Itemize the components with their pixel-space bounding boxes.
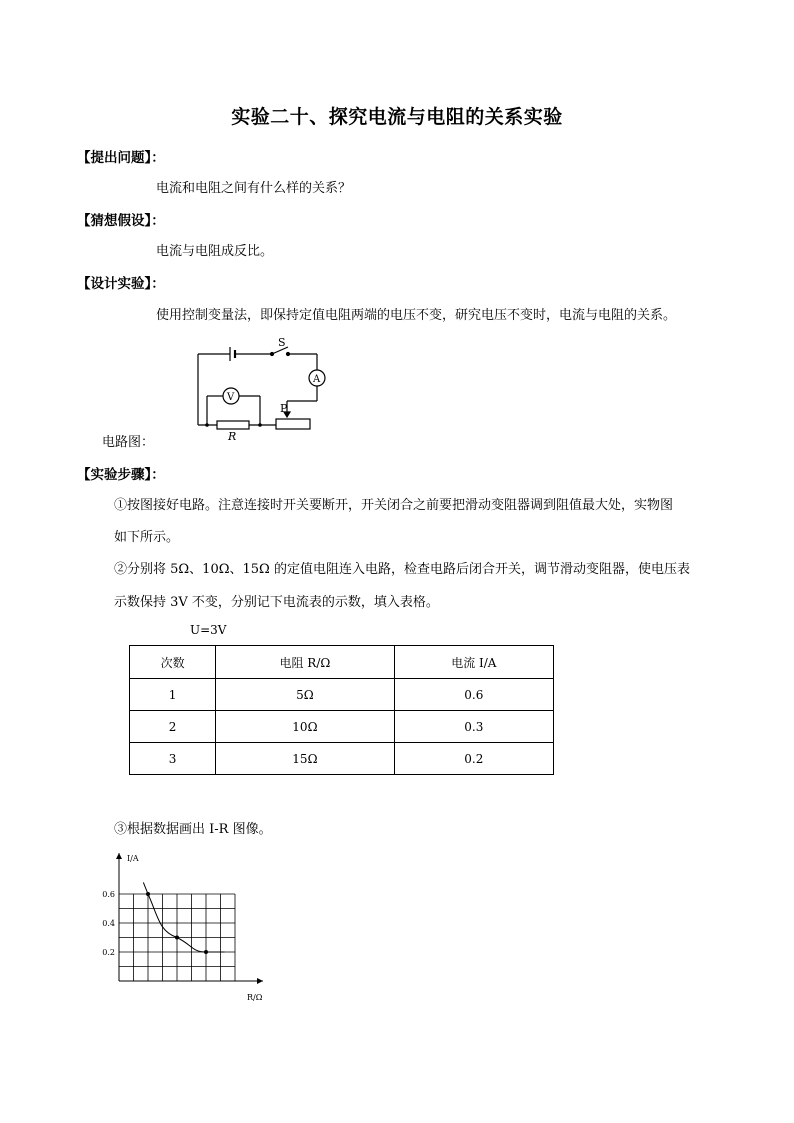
table-cell: 0.6	[394, 679, 553, 711]
table-header-cell: 次数	[130, 646, 216, 679]
y-tick-label: 0.4	[102, 919, 115, 928]
y-axis-label: I/A	[127, 854, 139, 863]
fixed-resistor	[217, 421, 249, 429]
voltage-note: U=3V	[190, 623, 227, 637]
i-r-chart	[95, 845, 285, 1005]
slider-label: P	[280, 402, 288, 415]
data-point	[175, 936, 179, 940]
hypothesis-text: 电流与电阻成反比。	[156, 244, 274, 259]
table-row	[130, 711, 554, 743]
table-row	[130, 743, 554, 775]
step3-text: ③根据数据画出 I-R 图像。	[114, 822, 272, 837]
table-cell: 5Ω	[216, 679, 395, 711]
y-tick-label: 0.6	[102, 890, 115, 899]
circuit-caption: 电路图：	[102, 435, 155, 450]
table-header-cell: 电流 I/A	[394, 646, 553, 679]
switch-label: S	[278, 336, 286, 349]
series-line	[143, 882, 224, 952]
table-cell: 0.2	[394, 743, 553, 775]
table-header-cell: 电阻 R/Ω	[216, 646, 395, 679]
y-tick-label: 0.2	[102, 948, 115, 957]
voltmeter-label: V	[227, 392, 235, 403]
design-text: 使用控制变量法，即保持定值电阻两端的电压不变，研究电压不变时，电流与电阻的关系。	[156, 308, 677, 323]
data-point	[146, 892, 150, 896]
heading-hypothesis: 【猜想假设】：	[77, 213, 165, 229]
x-axis-arrow	[257, 978, 263, 984]
table-row	[130, 679, 554, 711]
step2-line1: ②分别将 5Ω、10Ω、15Ω 的定值电阻连入电路，检查电路后闭合开关，调节滑动变阻器，使电压表	[114, 562, 690, 577]
table-header-row	[130, 646, 554, 679]
table-cell: 1	[130, 679, 216, 711]
table-cell: 3	[130, 743, 216, 775]
table-cell: 10Ω	[216, 711, 395, 743]
rheostat	[276, 419, 310, 429]
resistor-label: R	[228, 430, 237, 443]
circuit-diagram	[190, 334, 330, 444]
data-point	[204, 950, 208, 954]
step2-line2: 示数保持 3V 不变，分别记下电流表的示数，填入表格。	[114, 595, 439, 610]
table-cell: 2	[130, 711, 216, 743]
heading-design: 【设计实验】：	[77, 276, 165, 292]
table-cell: 0.3	[394, 711, 553, 743]
step1-line1: ①按图接好电路。注意连接时开关要断开，开关闭合之前要把滑动变阻器调到阻值最大处，实物图	[114, 498, 674, 513]
data-table	[129, 645, 554, 775]
heading-steps: 【实验步骤】：	[77, 467, 165, 483]
x-axis-label: R/Ω	[247, 993, 263, 1002]
ammeter-label: A	[313, 374, 321, 385]
question-text: 电流和电阻之间有什么样的关系？	[156, 181, 352, 196]
y-axis-arrow	[116, 853, 122, 859]
junction-right	[258, 423, 262, 427]
junction-left	[205, 423, 209, 427]
step1-line2: 如下所示。	[114, 530, 180, 545]
table-cell: 15Ω	[216, 743, 395, 775]
page-title: 实验二十、探究电流与电阻的关系实验	[231, 106, 563, 128]
heading-question: 【提出问题】：	[77, 150, 165, 166]
